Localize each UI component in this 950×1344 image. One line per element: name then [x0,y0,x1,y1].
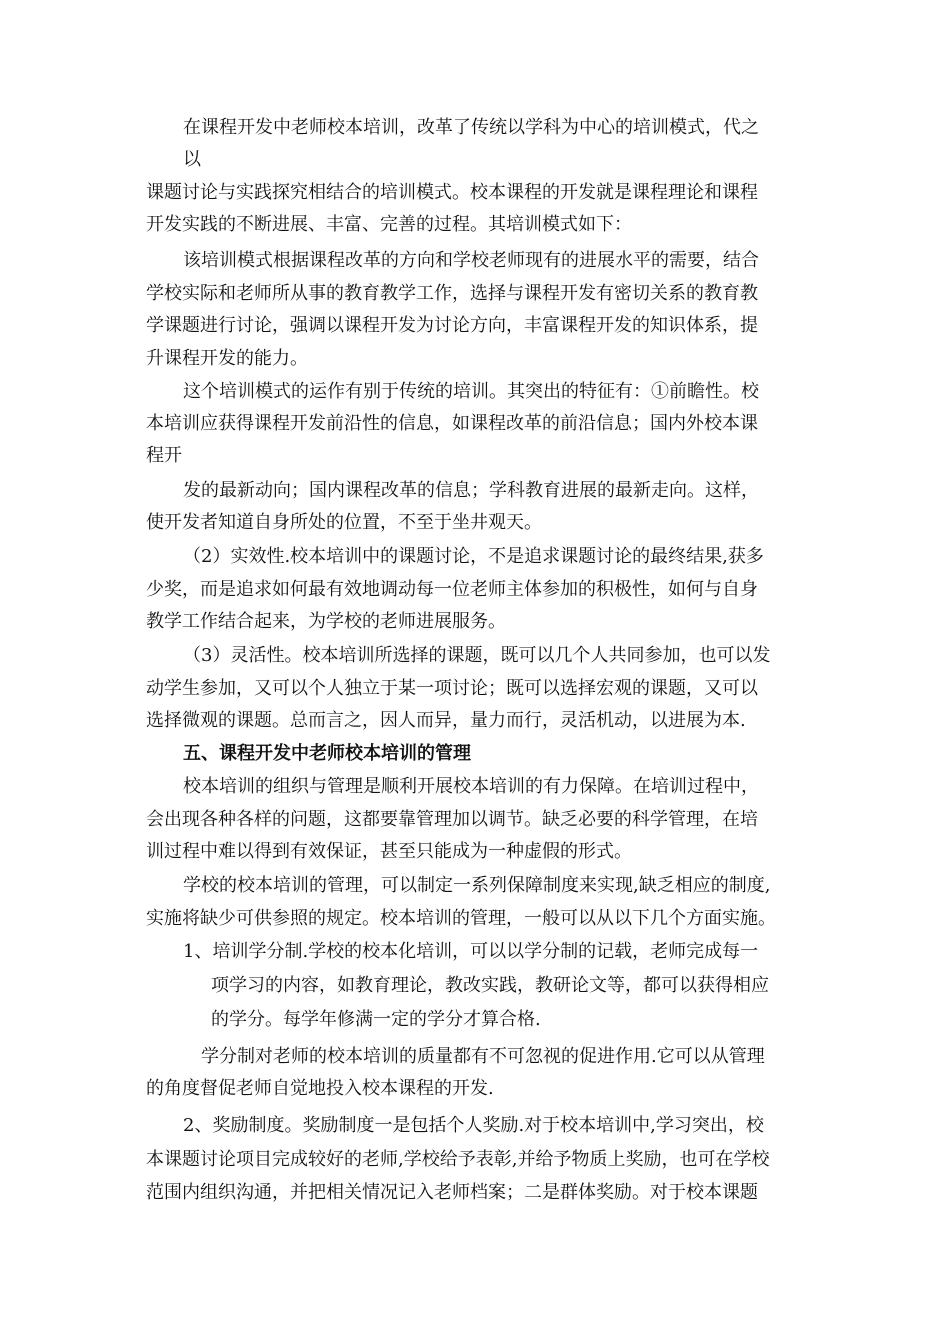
paragraph-line: 的角度督促老师自觉地投入校本课程的开发. [146,1078,494,1099]
paragraph-line: 训过程中难以得到有效保证，甚至只能成为一种虚假的形式。 [146,841,632,862]
paragraph-line: 使开发者知道自身所处的位置，不至于坐井观天。 [146,512,542,533]
paragraph-line: 本课题讨论项目完成较好的老师,学校给予表彰,并给予物质上奖励，也可在学校 [146,1149,770,1170]
paragraph-line: 在课程开发中老师校本培训，改革了传统以学科为中心的培训模式，代之 [183,117,759,138]
paragraph-line: 范围内组织沟通，并把相关情况记入老师档案；二是群体奖励。对于校本课题 [146,1182,758,1203]
paragraph-line: 动学生参加，又可以个人独立于某一项讨论；既可以选择宏观的课题，又可以 [146,678,758,699]
paragraph-line: 学校实际和老师所从事的教育教学工作，选择与课程开发有密切关系的教育教 [146,283,758,304]
list-item-line: 项学习的内容，如教育理论，教改实践，教研论文等，都可以获得相应 [211,975,769,996]
paragraph-line: 以 [183,149,201,170]
paragraph-line: 升课程开发的能力。 [146,348,308,369]
paragraph-line: 校本培训的组织与管理是顺利开展校本培训的有力保障。在培训过程中， [183,776,759,797]
section-heading: 五、课程开发中老师校本培训的管理 [183,743,471,764]
paragraph-line: 选择微观的课题。总而言之，因人而异，量力而行，灵活机动，以进展为本. [146,710,746,731]
paragraph-line: 课题讨论与实践探究相结合的培训模式。校本课程的开发就是课程理论和课程 [146,182,758,203]
paragraph-line: 教学工作结合起来，为学校的老师进展服务。 [146,611,506,632]
list-item-line: 1、培训学分制.学校的校本化培训，可以以学分制的记载，老师完成每一 [183,941,759,962]
paragraph-line: （2）实效性.校本培训中的课题讨论，不是追求课题讨论的最终结果,获多 [183,546,764,567]
list-item-line: 2、奖励制度。奖励制度一是包括个人奖励.对于校本培训中,学习突出，校 [183,1115,764,1136]
paragraph-line: 学课题进行讨论，强调以课程开发为讨论方向，丰富课程开发的知识体系，提 [146,315,758,336]
paragraph-line: 学校的校本培训的管理，可以制定一系列保障制度来实现,缺乏相应的制度, [183,875,771,896]
paragraph-line: 程开 [146,445,182,466]
paragraph-line: 实施将缺少可供参照的规定。校本培训的管理，一般可以从以下几个方面实施。 [146,908,776,929]
list-item-line: 的学分。每学年修满一定的学分才算合格. [211,1009,541,1030]
paragraph-line: 该培训模式根据课程改革的方向和学校老师现有的进展水平的需要，结合 [183,250,759,271]
paragraph-line: （3）灵活性。校本培训所选择的课题，既可以几个人共同参加，也可以发 [183,645,771,666]
paragraph-line: 发的最新动向；国内课程改革的信息；学科教育进展的最新走向。这样， [183,480,759,501]
paragraph-line: 本培训应获得课程开发前沿性的信息，如课程改革的前沿信息；国内外校本课 [146,413,758,434]
paragraph-line: 会出现各种各样的问题，这都要靠管理加以调节。缺乏必要的科学管理，在培 [146,809,758,830]
paragraph-line: 少奖，而是追求如何最有效地调动每一位老师主体参加的积极性，如何与自身 [146,579,758,600]
paragraph-line: 学分制对老师的校本培训的质量都有不可忽视的促进作用.它可以从管理 [201,1046,765,1067]
paragraph-line: 这个培训模式的运作有别于传统的培训。其突出的特征有：①前瞻性。校 [183,381,759,402]
paragraph-line: 开发实践的不断进展、丰富、完善的过程。其培训模式如下： [146,214,632,235]
